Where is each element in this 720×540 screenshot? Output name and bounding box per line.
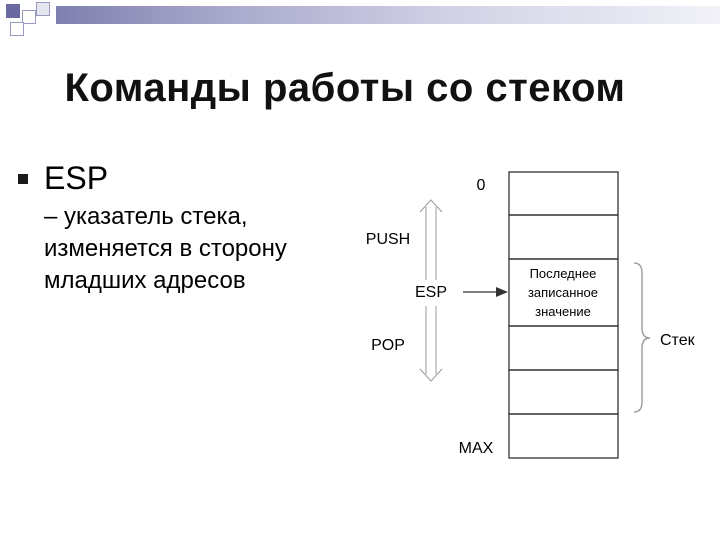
zero-label: 0 [476,177,486,194]
bullet-esp: ESP [44,160,109,196]
stack-label: Стек [660,332,695,349]
stack-cell [509,215,618,259]
cell-text-line-2: записанное [527,285,599,300]
pop-label: POP [371,337,405,354]
stack-brace-icon [634,263,650,412]
stack-cell [509,414,618,458]
pop-down-arrow-icon [420,306,442,381]
cell-text-line-1: Последнее [529,266,597,281]
slide-title: Команды работы со стеком [64,66,626,110]
esp-label: ESP [414,284,448,301]
sub-line-3: младших адресов [44,267,246,294]
stack-cell [509,370,618,414]
push-label: PUSH [365,231,411,248]
sub-line-2: изменяется в сторону [44,235,287,262]
push-up-arrow-icon [420,200,442,280]
sub-line-1: – указатель стека, [44,203,248,230]
max-label: MAX [458,440,494,457]
stack-cell [509,172,618,215]
stack-cell [509,326,618,370]
esp-arrow-icon [463,287,508,297]
cell-text-line-3: значение [535,304,591,319]
